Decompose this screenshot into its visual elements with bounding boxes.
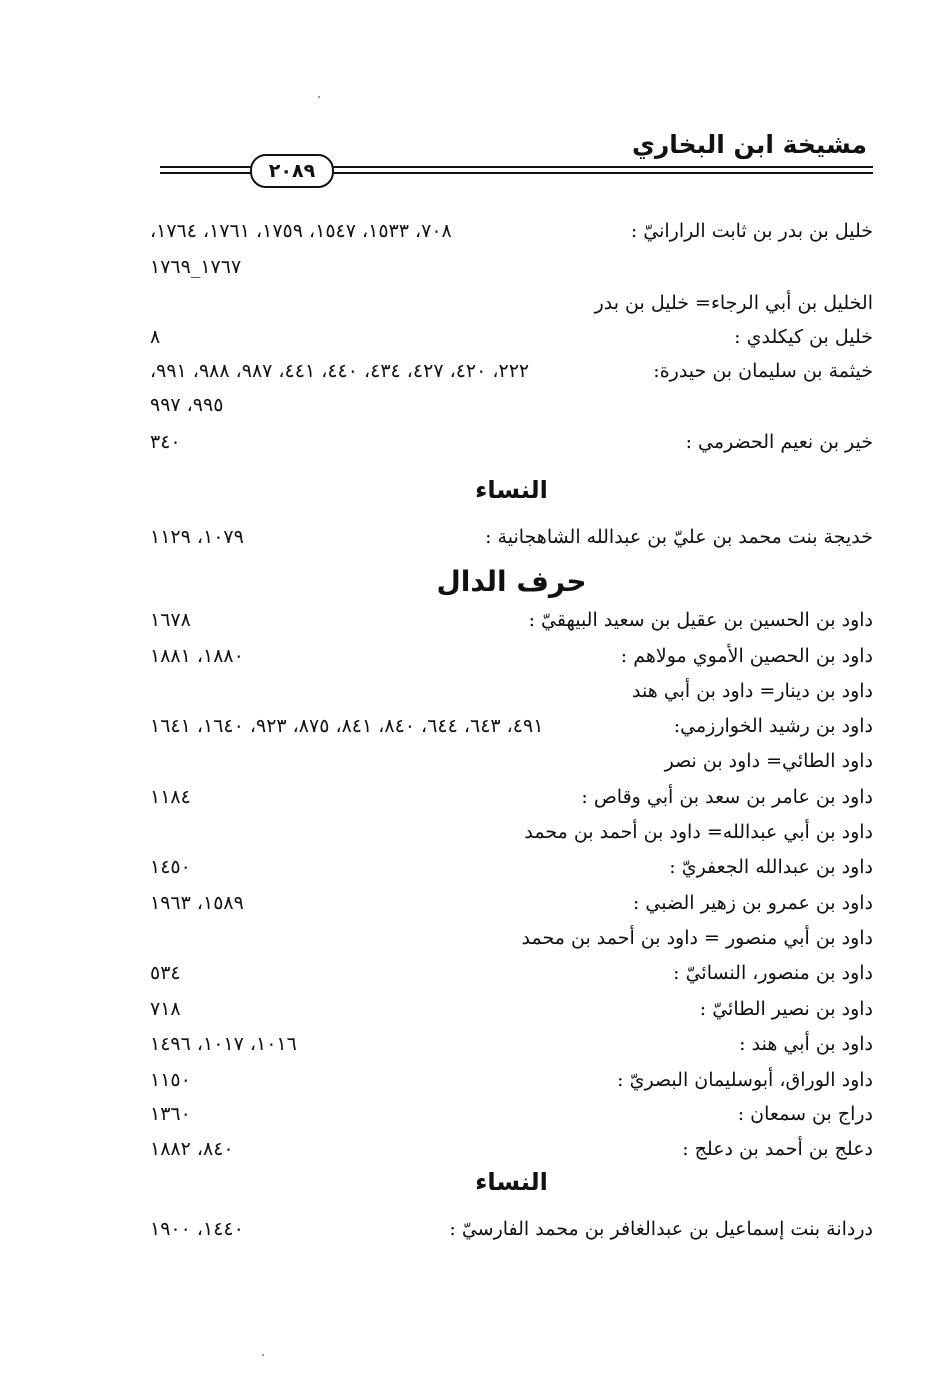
index-entry — [150, 214, 873, 248]
entry-name: داود بن الحسين بن عقيل بن سعيد البيهقيّ : — [528, 609, 873, 631]
entry-name: داود بن نصير الطائيّ : — [699, 998, 873, 1020]
index-entry — [150, 815, 873, 849]
entry-name: دراج بن سمعان : — [737, 1103, 873, 1125]
index-entry — [150, 520, 873, 554]
index-entry — [150, 639, 873, 673]
entry-pages: ٧٠٨، ١٥٣٣، ١٥٤٧، ١٧٥٩، ١٧٦١، ١٧٦٤، — [150, 220, 452, 242]
entry-name: خليل بن بدر بن ثابت الرارانيّ : — [630, 220, 873, 242]
index-entry — [150, 1027, 873, 1061]
entry-name: خيثمة بن سليمان بن حيدرة: — [653, 360, 873, 382]
section-heading-women: النساء — [475, 1168, 548, 1196]
entry-pages: ٤٩١، ٦٤٣، ٦٤٤، ٨٤٠، ٨٤١، ٨٧٥، ٩٢٣، ١٦٤٠، ١٦٤١ — [150, 715, 544, 737]
entry-pages: ١١٥٠ — [150, 1069, 191, 1091]
entry-pages: ١٤٤٠، ١٩٠٠ — [150, 1218, 244, 1240]
index-entry — [150, 354, 873, 388]
entry-name: داود بن أبي عبدالله= داود بن أحمد بن محمد — [524, 821, 873, 843]
entry-name: داود بن عمرو بن زهير الضبي : — [632, 892, 873, 914]
index-entry — [150, 921, 873, 955]
book-title: مشيخة ابن البخاري — [631, 130, 867, 159]
entry-name: داود الطائي= داود بن نصر — [664, 750, 873, 772]
index-entry — [150, 956, 873, 990]
page-number: ٢٠٨٩ — [250, 154, 334, 188]
index-entry — [150, 674, 873, 708]
entry-name: داود بن رشيد الخوارزمي: — [673, 715, 873, 737]
entry-name: داود الوراق، أبوسليمان البصريّ : — [617, 1069, 873, 1091]
index-entry — [150, 425, 873, 459]
entry-pages: ١٤٥٠ — [150, 856, 191, 878]
scan-speck — [262, 1354, 264, 1356]
entry-name: خير بن نعيم الحضرمي : — [685, 431, 873, 453]
entry-pages: ١١٨٤ — [150, 786, 191, 808]
index-entry — [150, 603, 873, 637]
index-entry — [150, 286, 873, 320]
entry-name: داود بن أبي منصور = داود بن أحمد بن محمد — [521, 927, 873, 949]
entry-pages: ٢٢٢، ٤٢٠، ٤٢٧، ٤٣٤، ٤٤٠، ٤٤١، ٩٨٧، ٩٨٨، ٩٩١، — [150, 360, 530, 382]
entry-pages: ٨٤٠، ١٨٨٢ — [150, 1138, 234, 1160]
entry-name: داود بن دينار= داود بن أبي هند — [632, 680, 873, 702]
index-entry — [150, 709, 873, 743]
entry-pages-continued: ١٧٦٧_١٧٦٩ — [150, 256, 242, 278]
entry-pages: ١٠١٦، ١٠١٧، ١٤٩٦ — [150, 1033, 297, 1055]
entry-name: خليل بن كيكلدي : — [734, 326, 873, 348]
entry-name: دعلج بن أحمد بن دعلج : — [682, 1138, 873, 1160]
entry-pages: ١٨٨٠، ١٨٨١ — [150, 645, 244, 667]
entry-name: داود بن عبدالله الجعفريّ : — [669, 856, 873, 878]
section-heading-women: النساء — [475, 476, 548, 504]
index-entry — [150, 780, 873, 814]
entry-name: الخليل بن أبي الرجاء= خليل بن بدر — [594, 292, 873, 314]
scan-speck — [318, 96, 320, 98]
entry-name: خديجة بنت محمد بن عليّ بن عبدالله الشاهجانية : — [485, 526, 873, 548]
index-entry — [150, 1097, 873, 1131]
entry-pages-continued: ٩٩٥، ٩٩٧ — [150, 394, 224, 416]
index-entry — [150, 850, 873, 884]
index-entry — [150, 320, 873, 354]
index-entry — [150, 992, 873, 1026]
entry-pages: ١٥٨٩، ١٩٦٣ — [150, 892, 244, 914]
entry-name: داود بن أبي هند : — [739, 1033, 873, 1055]
entry-name: داود بن عامر بن سعد بن أبي وقاص : — [581, 786, 873, 808]
entry-pages: ١٠٧٩، ١١٢٩ — [150, 526, 244, 548]
letter-heading-dal: حرف الدال — [436, 565, 587, 598]
entry-name: داود بن منصور، النسائيّ : — [673, 962, 873, 984]
index-entry — [150, 1063, 873, 1097]
entry-pages: ٨ — [150, 326, 161, 348]
entry-pages: ٧١٨ — [150, 998, 181, 1020]
entry-name: دردانة بنت إسماعيل بن عبدالغافر بن محمد الفارسيّ : — [449, 1218, 873, 1240]
index-entry — [150, 886, 873, 920]
index-entry — [150, 1132, 873, 1166]
entry-pages: ٥٣٤ — [150, 962, 181, 984]
entry-pages: ١٦٧٨ — [150, 609, 191, 631]
index-entry — [150, 1212, 873, 1246]
index-entry — [150, 744, 873, 778]
entry-pages: ١٣٦٠ — [150, 1103, 191, 1125]
entry-name: داود بن الحصين الأموي مولاهم : — [620, 645, 873, 667]
entry-pages: ٣٤٠ — [150, 431, 181, 453]
